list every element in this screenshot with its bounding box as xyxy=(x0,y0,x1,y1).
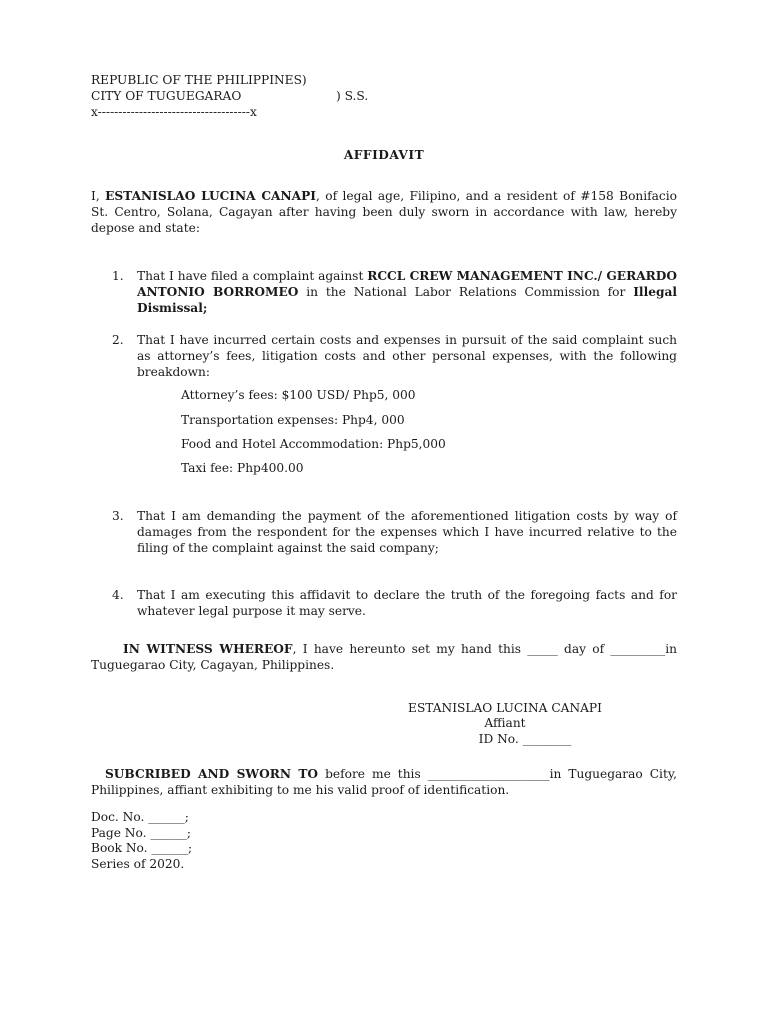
jurat-text: before me this ____________________in Tuguegarao City, Philippines, affiant exhibiting to me his valid proof of identification. xyxy=(91,767,677,797)
item-number: 2. xyxy=(112,333,124,347)
jurat-heading: SUBCRIBED AND SWORN TO xyxy=(105,767,319,781)
expense-transportation: Transportation expenses: Php4, 000 xyxy=(181,413,405,427)
book-no: Book No. ______; xyxy=(91,841,193,855)
item-number: 3. xyxy=(112,509,124,523)
signature-name: ESTANISLAO LUCINA CANAPI xyxy=(408,701,602,715)
respondent-name: RCCL CREW MANAGEMENT INC./ GERARDO ANTONIO BORROMEO xyxy=(137,269,677,299)
signature-role: Affiant xyxy=(484,716,526,730)
list-item-3 xyxy=(112,508,677,556)
jurat-clause xyxy=(91,766,677,798)
document-title: AFFIDAVIT xyxy=(343,148,425,162)
item-number: 4. xyxy=(112,588,124,602)
item-number: 1. xyxy=(112,269,124,283)
intro-prefix: I, xyxy=(91,189,106,203)
notarial-register xyxy=(91,810,192,872)
item-1-text-b: in the National Labor Relations Commission for xyxy=(298,285,634,299)
item-text: That I am demanding the payment of the aforementioned litigation costs by way of damages from the respondent for the expenses which I have incurred relative to the filing of the complaint against the said company; xyxy=(137,509,677,555)
witness-text: , I have hereunto set my hand this _____ day of _________in Tuguegarao City, Cagayan, Philippines. xyxy=(91,642,677,672)
list-item-4 xyxy=(112,587,677,619)
intro-paragraph xyxy=(91,188,677,236)
item-1-text-a: That I have filed a complaint against xyxy=(137,269,368,283)
list-item-2 xyxy=(112,332,677,380)
series-year: Series of 2020. xyxy=(91,856,185,871)
item-text: That I am executing this affidavit to declare the truth of the foregoing facts and for whatever legal purpose it may serve. xyxy=(137,588,677,618)
caption-ss: ) S.S. xyxy=(336,89,369,103)
complaint-type: Illegal Dismissal; xyxy=(137,285,677,315)
doc-no: Doc. No. ______; xyxy=(91,810,189,824)
affiant-name: ESTANISLAO LUCINA CANAPI xyxy=(105,189,316,203)
item-text: That I have incurred certain costs and expenses in pursuit of the said complaint such as attorney’s fees, litigation costs and other personal expenses, with the following breakdown: xyxy=(137,333,677,379)
venue-caption xyxy=(91,72,368,120)
expense-food-hotel: Food and Hotel Accommodation: Php5,000 xyxy=(181,437,446,451)
caption-divider: x-------------------------------------x xyxy=(91,105,257,119)
witness-clause xyxy=(91,641,677,673)
caption-line-1 xyxy=(91,72,368,88)
intro-text: , of legal age, Filipino, and a resident of #158 Bonifacio St. Centro, Solana, Cagayan after having been duly sworn in accordance with law, hereby depose and state: xyxy=(91,189,677,235)
caption-line-2 xyxy=(91,88,368,104)
expense-taxi: Taxi fee: Php400.00 xyxy=(181,461,304,475)
expense-attorney: Attorney’s fees: $100 USD/ Php5, 000 xyxy=(181,388,416,402)
list-item-1 xyxy=(112,268,677,316)
item-text xyxy=(137,268,677,316)
signature-id: ID No. ________ xyxy=(478,732,572,746)
caption-city: CITY OF TUGUEGARAO xyxy=(91,89,242,103)
caption-republic: REPUBLIC OF THE PHILIPPINES) xyxy=(91,73,307,87)
page-no: Page No. ______; xyxy=(91,825,192,840)
witness-heading: IN WITNESS WHEREOF xyxy=(123,642,293,656)
caption-line-3 xyxy=(91,104,368,120)
